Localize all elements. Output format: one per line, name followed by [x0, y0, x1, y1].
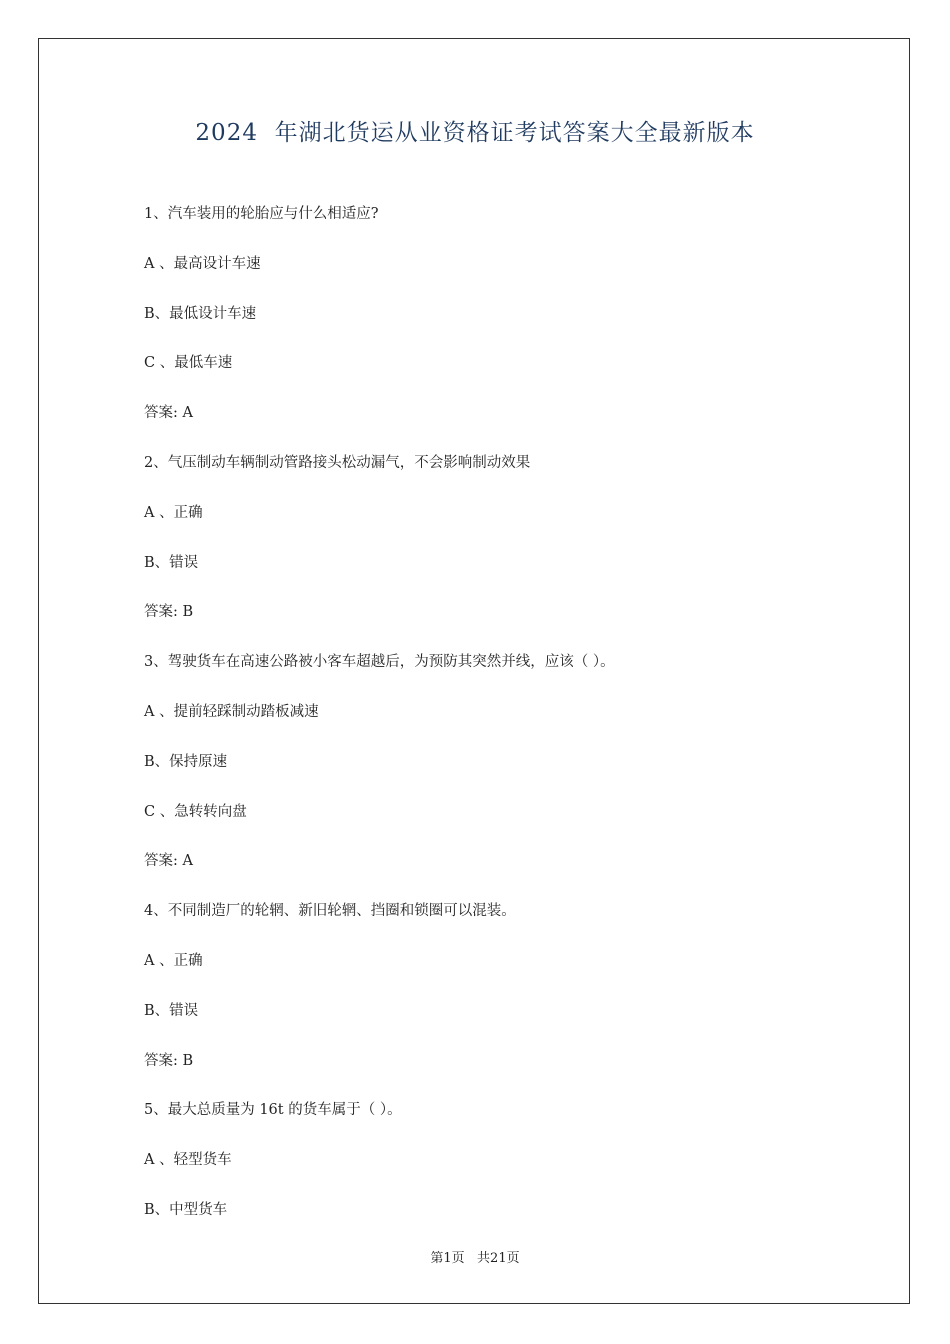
answer-option: B、中型货车: [144, 1201, 228, 1218]
answer-option: A 、正确: [144, 952, 203, 969]
correct-answer: 答案: B: [144, 604, 194, 621]
correct-answer: 答案: B: [144, 1052, 194, 1069]
answer-option: B、错误: [144, 1002, 199, 1019]
answer-option: C 、最低车速: [144, 355, 233, 372]
answer-option: A 、最高设计车速: [144, 255, 261, 272]
answer-option: B、错误: [144, 554, 199, 571]
answer-option: B、最低设计车速: [144, 305, 257, 322]
correct-answer: 答案: A: [144, 405, 193, 422]
page-number-footer: 第1页 共21页: [430, 1251, 520, 1266]
question-list: [144, 201, 844, 1247]
answer-option: C 、急转转向盘: [144, 803, 247, 820]
answer-option: A 、正确: [144, 504, 203, 521]
question-item: [144, 201, 844, 450]
question-stem: 2、气压制动车辆制动管路接头松动漏气，不会影响制动效果: [144, 454, 531, 471]
answer-option: B、保持原速: [144, 753, 228, 770]
answer-option: A 、提前轻踩制动踏板减速: [144, 703, 319, 720]
question-item: [144, 649, 844, 898]
question-stem: 4、不同制造厂的轮辋、新旧轮辋、挡圈和锁圈可以混装。: [144, 903, 516, 920]
document-title: 2024 年湖北货运从业资格证考试答案大全最新版本: [195, 120, 755, 146]
question-stem: 3、驾驶货车在高速公路被小客车超越后，为预防其突然并线，应该（ ）。: [144, 654, 615, 671]
question-stem: 1、汽车装用的轮胎应与什么相适应?: [144, 206, 379, 222]
question-item: [144, 898, 844, 1097]
question-stem: 5、最大总质量为 16t 的货车属于（ ）。: [144, 1102, 402, 1119]
answer-option: A 、轻型货车: [144, 1152, 232, 1169]
question-item: [144, 1097, 844, 1246]
question-item: [144, 450, 844, 649]
correct-answer: 答案: A: [144, 853, 193, 870]
